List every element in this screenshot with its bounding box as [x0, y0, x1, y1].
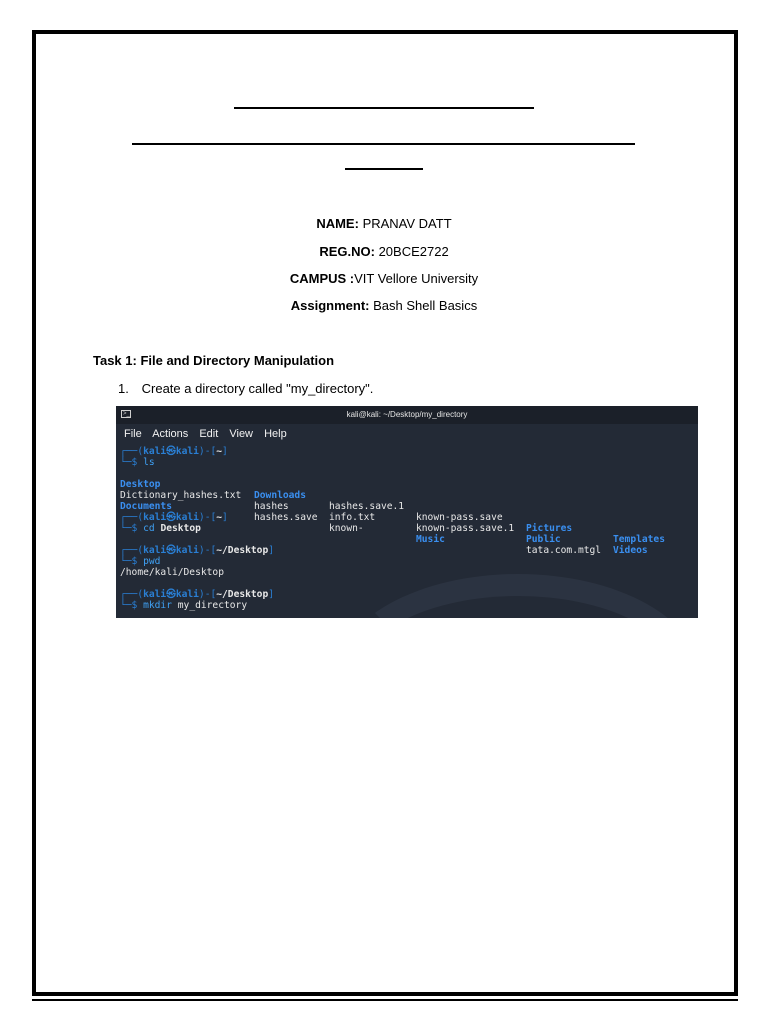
ls-output-row: Dictionary_hashes.txt hashes info.txt known-pass.save.1 Public Videos — [120, 490, 648, 556]
prompt-line: ┌──(kali㉿kali)-[~] — [120, 446, 228, 457]
regno-line — [0, 244, 768, 259]
assignment-line — [0, 298, 768, 313]
campus-value: VIT Vellore University — [354, 271, 479, 286]
task-list-item — [118, 381, 373, 396]
command-line: └─$ mkdir my_directory — [120, 600, 248, 611]
command-line: └─$ pwd — [120, 556, 161, 567]
terminal-screenshot — [116, 406, 698, 618]
title-line-3 — [345, 168, 423, 170]
assignment-label: Assignment: — [290, 298, 370, 313]
campus-line — [0, 271, 768, 286]
ls-output-row: Desktop Downloads hashes.save.1 known-pass.save Pictures Templates — [120, 479, 665, 545]
prompt-line: ┌──(kali㉿kali)-[~/Desktop] — [120, 589, 275, 600]
menu-help[interactable]: Help — [264, 428, 287, 440]
ls-output-row: Documents hashes.save known- Music tata.com.mtgl — [120, 501, 602, 556]
name-label: NAME: — [316, 216, 359, 231]
menu-view[interactable]: View — [229, 428, 254, 440]
terminal-icon: >_ — [123, 411, 130, 417]
prompt-line: ┌──(kali㉿kali)-[~/Desktop] — [120, 545, 275, 556]
regno-label: REG.NO: — [319, 244, 375, 259]
pwd-output: /home/kali/Desktop — [120, 567, 224, 578]
list-number: 1. — [118, 381, 129, 396]
task-heading: Task 1: File and Directory Manipulation — [93, 353, 335, 368]
list-text: Create a directory called "my_directory". — [141, 381, 374, 396]
assignment-value: Bash Shell Basics — [373, 298, 478, 313]
menu-edit[interactable]: Edit — [199, 428, 219, 440]
prompt-line: ┌──(kali㉿kali)-[~] — [120, 512, 228, 523]
command-line: └─$ ls — [120, 457, 155, 468]
title-line-2 — [132, 143, 635, 145]
kali-dragon-watermark — [336, 574, 698, 618]
terminal-titlebar — [116, 406, 698, 424]
command-line: └─$ cd Desktop — [120, 523, 201, 534]
name-line — [0, 216, 768, 231]
menu-actions[interactable]: Actions — [152, 428, 189, 440]
terminal-menubar — [116, 424, 698, 444]
terminal-title: kali@kali: ~/Desktop/my_directory — [346, 410, 468, 419]
name-value: PRANAV DATT — [362, 216, 452, 231]
menu-file[interactable]: File — [124, 428, 142, 440]
campus-label: CAMPUS : — [289, 271, 355, 286]
title-line-1 — [234, 107, 534, 109]
regno-value: 20BCE2722 — [378, 244, 449, 259]
